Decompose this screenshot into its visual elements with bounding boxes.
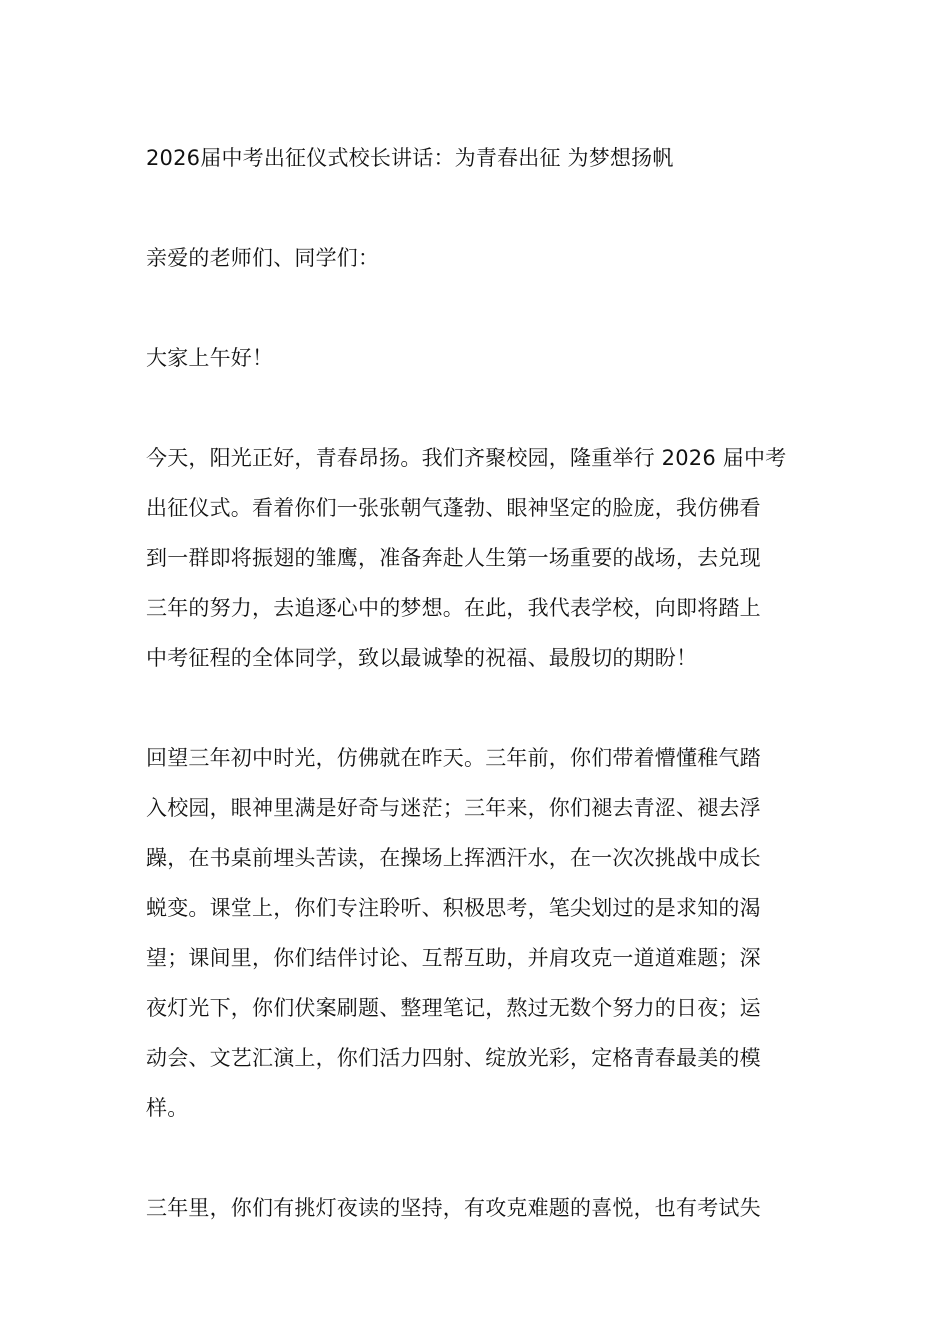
paragraph-line: 样。 xyxy=(146,1096,189,1120)
paragraph-line: 今天，阳光正好，青春昂扬。我们齐聚校园，隆重举行 2026 届中考 xyxy=(146,446,787,470)
paragraph-line: 到一群即将振翅的雏鹰，准备奔赴人生第一场重要的战场，去兑现 xyxy=(146,546,761,570)
paragraph-2 xyxy=(146,733,806,1133)
paragraph-line: 三年的努力，去追逐心中的梦想。在此，我代表学校，向即将踏上 xyxy=(146,596,761,620)
paragraph-line: 望；课间里，你们结伴讨论、互帮互助，并肩攻克一道道难题；深 xyxy=(146,946,761,970)
paragraph-line: 躁，在书桌前埋头苦读，在操场上挥洒汗水，在一次次挑战中成长 xyxy=(146,846,761,870)
paragraph-line: 出征仪式。看着你们一张张朝气蓬勃、眼神坚定的脸庞，我仿佛看 xyxy=(146,496,761,520)
paragraph-line: 动会、文艺汇演上，你们活力四射、绽放光彩，定格青春最美的模 xyxy=(146,1046,761,1070)
paragraph-line: 入校园，眼神里满是好奇与迷茫；三年来，你们褪去青涩、褪去浮 xyxy=(146,796,761,820)
paragraph-1 xyxy=(146,433,806,683)
document-body xyxy=(146,133,806,1283)
paragraph-line: 中考征程的全体同学，致以最诚挚的祝福、最殷切的期盼！ xyxy=(146,646,698,670)
paragraph-line: 夜灯光下，你们伏案刷题、整理笔记，熬过无数个努力的日夜；运 xyxy=(146,996,761,1020)
salutation: 亲爱的老师们、同学们： xyxy=(146,246,380,270)
greeting: 大家上午好！ xyxy=(146,346,274,370)
paragraph-line: 回望三年初中时光，仿佛就在昨天。三年前，你们带着懵懂稚气踏 xyxy=(146,746,761,770)
document-title: 2026届中考出征仪式校长讲话：为青春出征 为梦想扬帆 xyxy=(146,146,674,170)
paragraph-line: 三年里，你们有挑灯夜读的坚持，有攻克难题的喜悦，也有考试失 xyxy=(146,1196,761,1220)
paragraph-line: 蜕变。课堂上，你们专注聆听、积极思考，笔尖划过的是求知的渴 xyxy=(146,896,761,920)
paragraph-3 xyxy=(146,1183,806,1233)
